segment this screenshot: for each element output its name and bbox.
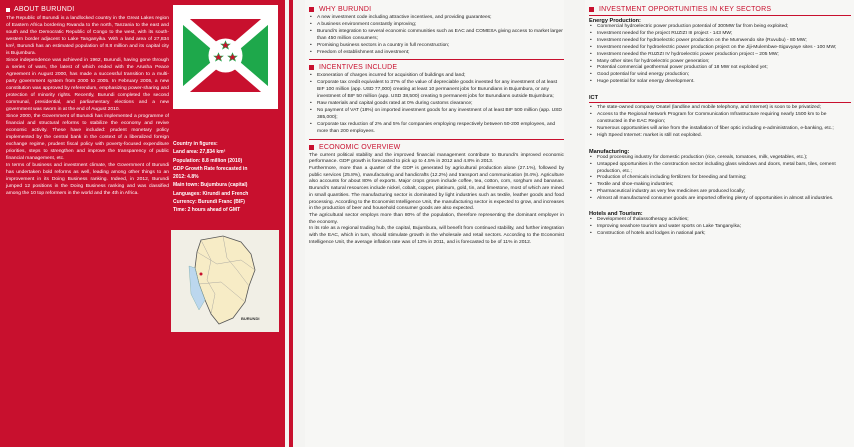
list-item: • Huge potential for solar energy development. <box>589 79 851 86</box>
about-text <box>6 6 169 197</box>
list-item: • Corporate tax credit equivalent to 37% of the value of depreciable goods invested for any investment of at least BIF 100 million (app. USD 77,000) creating at least 10 permanent jobs for Burundians in Bujumbura, or any investment of BIF 50 million (app. USD 38,500) creating 5 permanent jobs for Burundians outside Bujumbura; <box>309 80 564 101</box>
list-item: • The state-owned company Onatel (landline and mobile telephony, and Internet) is soon to be privatized; <box>589 105 851 112</box>
list-item: • Construction of hotels and lodges in national park; <box>589 231 851 238</box>
list-item: • Numerous opportunities will arise from the installation of fiber optic including e-administration, e-banking, etc.; <box>589 126 851 133</box>
manufacturing-title: Manufacturing: <box>589 148 630 155</box>
list-item: • Investment needed the RUZIZI IV hydroelectric power production project – 205 MW; <box>589 52 851 59</box>
about-panel <box>0 0 285 447</box>
list-item: • Raw materials and capital goods rated at 0% during customs clearance; <box>309 101 564 108</box>
fact-item: Land area: 27,834 km² <box>173 149 226 156</box>
divider-strip <box>289 0 293 447</box>
list-item: • Corporate tax reduction of 2% and 5% for companies employing respectively between 50-200 employees, and more than 200 employees. <box>309 122 564 136</box>
economic-paragraph: The agricultural sector employs more than 80% of the population, therefore representing the dominant employer in the economy. <box>309 212 564 225</box>
bullet-square-icon <box>309 65 314 70</box>
list-item: • Investment needed for hydroelectric power production on the Mumwendo site (Ruvubu) - 80 MW; <box>589 38 851 45</box>
investment-title: INVESTMENT OPPORTUNITIES IN KEY SECTORS <box>589 6 851 13</box>
burundi-map <box>171 230 279 332</box>
list-item: • Investment needed for the project RUZIZI III project - 143 MW; <box>589 31 851 38</box>
country-figures <box>173 140 279 215</box>
bullet-square-icon <box>589 7 594 12</box>
list-item: • Untapped opportunities in the construction sector including glass windows and doors, metal bars, tiles, cement production, etc.; <box>589 162 851 176</box>
fact-item: GDP Growth Rate forecasted in <box>173 165 248 172</box>
economic-paragraph: The current political stability and the improved financial management contribute to Burundi's improved economic performance. GDP growth is forecasted to pick up to 4.5% in 2012 and 4.8% in 2013. <box>309 152 564 165</box>
list-item: • Textile and shoe-making industries; <box>589 182 851 189</box>
list-item: • Many other sites for hydroelectric power generation; <box>589 59 851 66</box>
list-item: • Access to the Regional Network Program for Communication Infrastructure requiring nearly 1500 km to be constructed in the EAC Region; <box>589 112 851 126</box>
list-item: • A new investment code including attractive incentives, and providing guarantees; <box>309 15 564 22</box>
flag-frame <box>173 5 278 109</box>
economic-paragraph: In its role as a regional trading hub, the capital, Bujumbura, will benefit from continued stability, and further integration with the EAC, which in turn, should stimulate growth in the wholesale and retail sectors. According to the Economist Intelligence Unit, the average inflation rate was of 13% in 2011, and is forecasted to be of 11% in 2012. <box>309 226 564 245</box>
fact-item: Population: 8.8 million (2010) <box>173 157 243 164</box>
ict-title: ICT <box>589 95 599 102</box>
list-item: • Almost all manufactured consumer goods are imported offering plenty of opportunities in almost all industries. <box>589 196 851 203</box>
list-item: • Pharmaceutical industry as very few medicines are produced locally; <box>589 189 851 196</box>
about-paragraph: The Republic of Burundi is a landlocked country in the Great Lakes region of Eastern Africa bordering Rwanda to the north, Tanzania to the east and south and the Democratic Republic of Congo to the west, with its south-western border adjacent to Lake Tanganyika. With a land area of 27,834 km², Burundi has an estimated population of 8.8 million and its capital city is Bujumbura. <box>6 16 169 56</box>
list-item: • Promising business sectors in a country in full reconstruction; <box>309 43 564 50</box>
list-item: • High Speed Internet: market is still not exploited. <box>589 133 851 140</box>
list-item: • Development of thalassotherapy activities; <box>589 217 851 224</box>
economic-title: ECONOMIC OVERVIEW <box>309 144 564 151</box>
list-item: • Food processing industry for domestic production (rice, cereals, tomatoes, milk, vegetables, etc.); <box>589 155 851 162</box>
burundi-flag-icon <box>183 19 268 92</box>
list-item: • Improving seashore tourism and water sports on Lake Tanganyika; <box>589 224 851 231</box>
why-title: WHY BURUNDI <box>309 6 564 13</box>
list-item: • Exoneration of charges incurred for acquisition of buildings and land; <box>309 73 564 80</box>
list-item: • Good potential for wind energy production; <box>589 72 851 79</box>
list-item: • Freedom of establishment and investment; <box>309 50 564 57</box>
manufacturing-list <box>589 155 851 203</box>
hotels-title: Hotels and Tourism: <box>589 211 643 218</box>
about-paragraph: In terms of business and investment climate, the Government of Burundi has undertaken bold reforms as well, leading among other things to an improvement in its Doing Business ranking. Indeed, in 2012, Burundi jumped 12 positions in the Doing Business ranking and was classified among the 10 top reformers in the world and the 4th in Africa. <box>6 163 169 196</box>
right-column <box>585 0 854 447</box>
map-label: BURUNDI <box>241 316 260 321</box>
list-item: • Production of chemicals including fertilizers for breeding and farming; <box>589 175 851 182</box>
divider <box>589 15 851 16</box>
incentives-title: INCENTIVES INCLUDE <box>309 64 564 71</box>
bullet-square-icon <box>309 145 314 150</box>
bullet-square-icon <box>309 7 314 12</box>
economic-paragraph: Furthermore, more than a quarter of the GDP is generated by agricultural production alone (27.1%), followed by public services (25.8%), manufacturing and handicrafts (12.2%) and transport and communication (8.4%). Agriculture also accounts for about 80% of exports. Major crops grown include coffee, tea, cotton, corn, sorghum and bananas. Burundi's natural resources include nickel, cobalt, copper, platinum, gold, tin, and limestone, most of which are mined in small quantities. The manufacturing sector is dominated by light industries such as textile, leather goods and food processing. According to the Economist Intelligence Unit, the manufacturing sector is expected to grow, and increases in the production of beer and household consumer goods are also expected. <box>309 166 564 212</box>
fact-item: Languages: Kirundi and French <box>173 190 249 197</box>
divider <box>589 102 851 103</box>
bullet-square-icon <box>6 8 10 12</box>
about-title: ABOUT BURUNDI <box>6 6 169 13</box>
about-paragraph: Since independence was achieved in 1962, Burundi, having gone through a series of wars, the latest of which ended with the Arusha Peace Agreement in August 2000, has made a successful transition to a multi-party government system from 2000 to 2005. In February 2005, a new constitution was approved by referendum, emphasizing power-sharing and protection of minority rights. Recently, Burundi completed the second communal, presidential, and parliamentary elections and a new government was sworn in at the end of August 2010. <box>6 58 169 112</box>
about-paragraph: Since 2000, the Government of Burundi has implemented a programme of financial and structural reforms to stabilize the economy and revive economic activity. These have included: prudent monetary policy implemented by the central bank in the context of a liberalized foreign exchange regime, prudent fiscal policy with poverty-focused expenditure priorities, steps to strengthen and improve the transparency of public financial management, etc. <box>6 114 169 161</box>
list-item: • Potential commercial geothermal power production of 18 MW not exploited yet; <box>589 65 851 72</box>
fact-item: 2012: 4.8% <box>173 174 199 181</box>
energy-list <box>589 24 851 86</box>
facts-title: Country in figures: <box>173 141 218 147</box>
hotels-list <box>589 217 851 238</box>
ict-list <box>589 105 851 140</box>
incentives-list <box>309 73 564 135</box>
list-item: • Investment needed for hydroelectric power production project on the Jiji-Mulembwe-Siguvyaye sites - 100 MW; <box>589 45 851 52</box>
fact-item: Currency: Burundi Franc (BIF) <box>173 199 245 206</box>
list-item: • A business environment constantly improving; <box>309 22 564 29</box>
divider <box>309 59 564 60</box>
middle-column <box>305 0 564 447</box>
list-item: • Commercial hydroelectric power production potential of 300MW far from being exploited; <box>589 24 851 31</box>
fact-item: Time: 2 hours ahead of GMT <box>173 207 241 214</box>
energy-title: Energy Production: <box>589 18 641 24</box>
fact-item: Main town: Bujumbura (capital) <box>173 182 248 189</box>
list-item: • No payment of VAT (18%) on imported investment goods for any investment of at least BIF 500 million (app. USD 385,000); <box>309 108 564 122</box>
why-list <box>309 15 564 56</box>
list-item: • Burundi's integration to several economic communities such as EAC and COMESA giving access to market larger than 450 million consumers; <box>309 29 564 43</box>
divider <box>309 139 564 140</box>
